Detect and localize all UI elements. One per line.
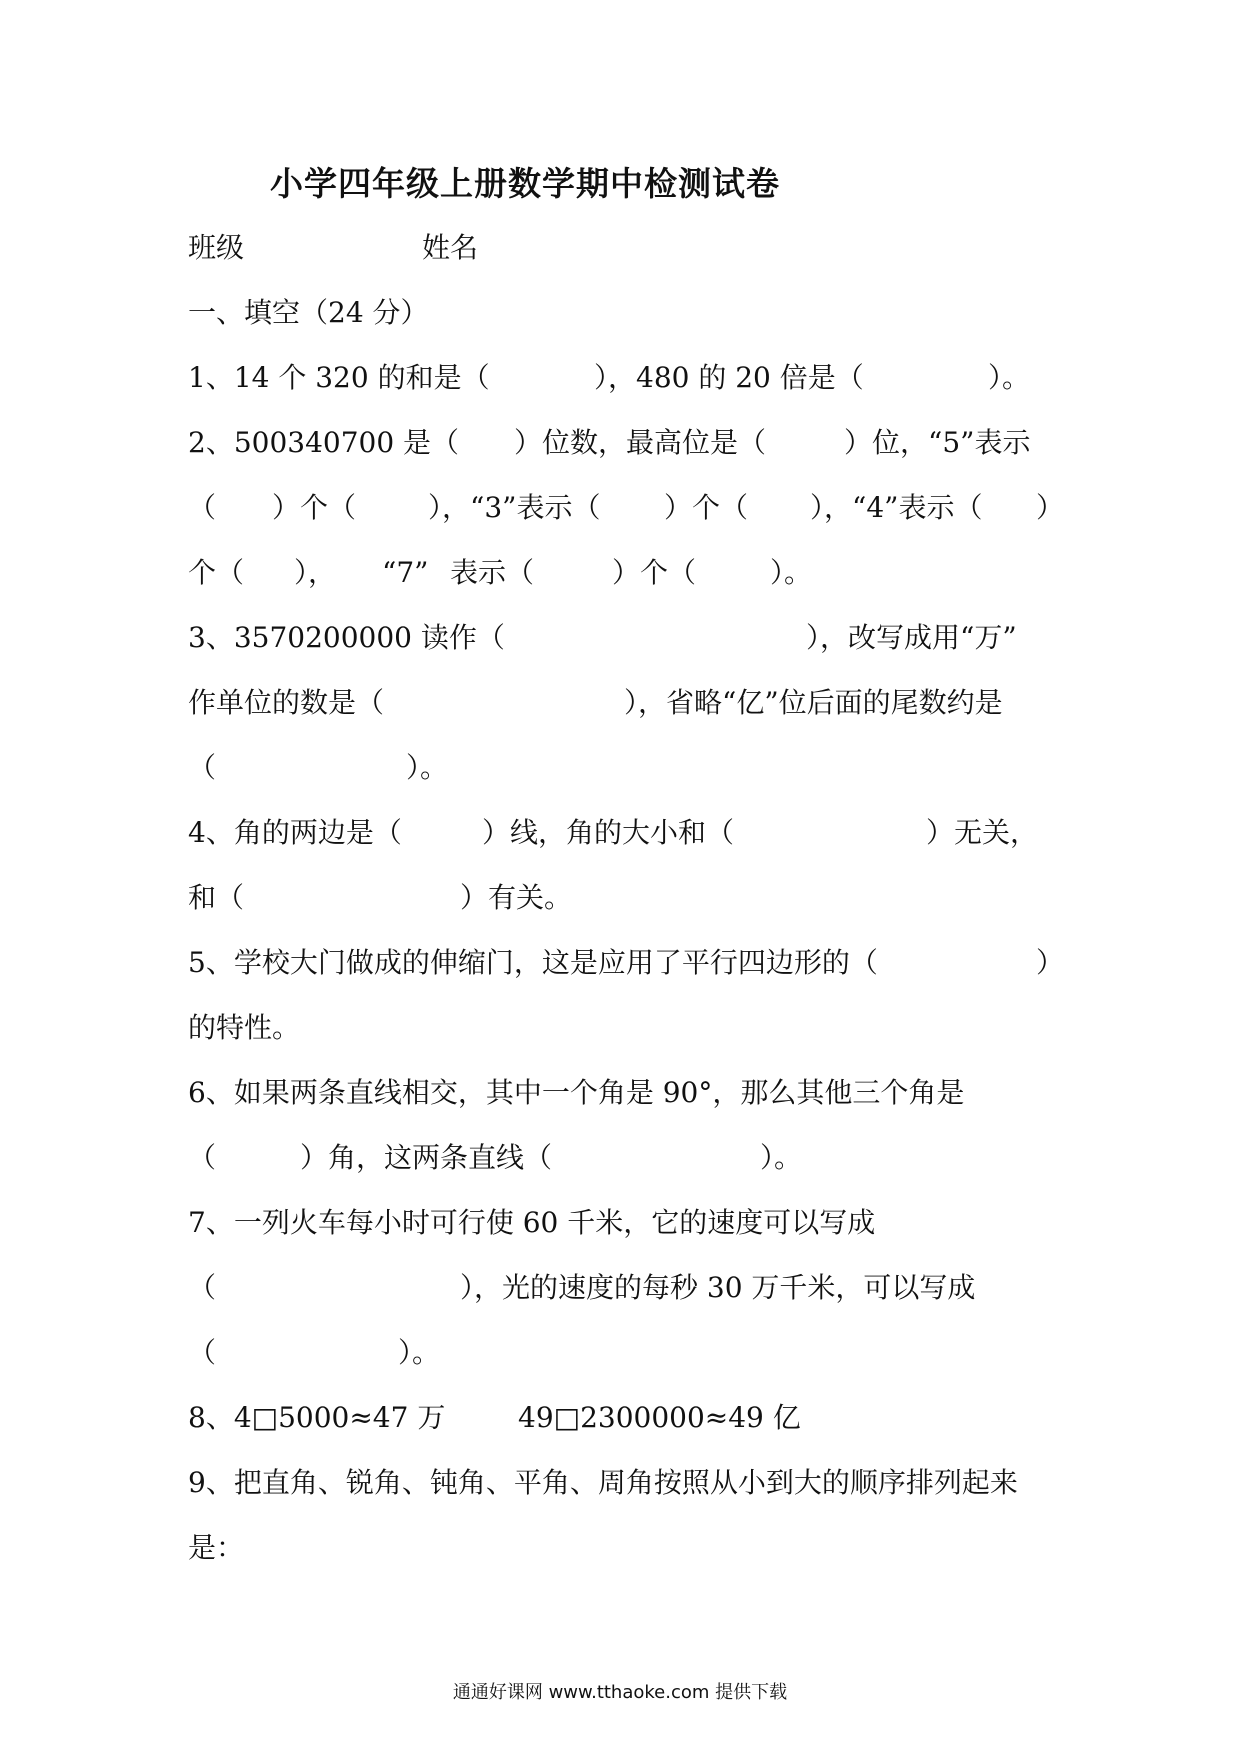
question-text: “7”: [382, 556, 429, 589]
question-text: 个（: [188, 556, 245, 589]
question-9-line-2: 是：: [188, 1531, 245, 1564]
question-7-line-1: 7、一列火车每小时可行使 60 千米，它的速度可以写成: [188, 1206, 876, 1239]
question-text: 作单位的数是（: [188, 686, 385, 719]
question-text: （: [188, 491, 217, 524]
footer-credit: 通通好课网 www.tthaoke.com 提供下载: [452, 1682, 788, 1703]
question-text: ），省略“亿”位后面的尾数约是: [624, 686, 1003, 719]
question-text: （: [188, 1271, 217, 1304]
section-heading: 一、填空（24 分）: [188, 296, 429, 329]
question-text: ）。: [770, 556, 813, 589]
question-text: ），光的速度的每秒 30 万千米，可以写成: [460, 1271, 976, 1304]
question-text: ）。: [398, 1336, 441, 1369]
question-text: ）个（: [272, 491, 357, 524]
question-text: 5、学校大门做成的伸缩门，这是应用了平行四边形的（: [188, 946, 878, 979]
question-text: ）。: [406, 751, 449, 784]
question-text: ）个（: [664, 491, 749, 524]
question-9-line-1: 9、把直角、锐角、钝角、平角、周角按照从小到大的顺序排列起来: [188, 1466, 1018, 1499]
question-text: ），“4”表示（: [810, 491, 983, 524]
question-text: ）角，这两条直线（: [300, 1141, 553, 1174]
question-text: ）: [1036, 491, 1065, 524]
question-text: ）。: [988, 361, 1031, 394]
question-text: ），480 的 20 倍是（: [594, 361, 864, 394]
question-text: （: [188, 1141, 217, 1174]
question-text: ）有关。: [460, 881, 573, 914]
question-text: 8、4□5000≈47 万: [188, 1401, 446, 1434]
question-text: ），: [294, 556, 337, 589]
question-text: ）位数，最高位是（: [514, 426, 767, 459]
question-text: ）个（: [612, 556, 697, 589]
question-6-line-1: 6、如果两条直线相交，其中一个角是 90°，那么其他三个角是: [188, 1076, 965, 1109]
question-text: （: [188, 751, 217, 784]
question-text: 1、14 个 320 的和是（: [188, 361, 490, 394]
question-text: ），改写成用“万”: [806, 621, 1017, 654]
page-title: 小学四年级上册数学期中检测试卷: [270, 164, 780, 203]
question-5-line-2: 的特性。: [188, 1011, 301, 1044]
question-text: ）线，角的大小和（: [482, 816, 735, 849]
question-text: ）。: [760, 1141, 803, 1174]
question-text: 3、3570200000 读作（: [188, 621, 505, 654]
question-text: 4、角的两边是（: [188, 816, 402, 849]
question-text: （: [188, 1336, 217, 1369]
question-text: 49□2300000≈49 亿: [518, 1401, 801, 1434]
question-text: 表示（: [450, 556, 535, 589]
question-text: ）无关，: [926, 816, 1039, 849]
question-text: 2、500340700 是（: [188, 426, 460, 459]
question-text: ）位，“5”表示: [844, 426, 1031, 459]
question-text: ）: [1036, 946, 1065, 979]
question-text: 和（: [188, 881, 245, 914]
question-text: ），“3”表示（: [428, 491, 601, 524]
name-label: 姓名: [422, 231, 479, 264]
class-label: 班级: [188, 231, 245, 264]
